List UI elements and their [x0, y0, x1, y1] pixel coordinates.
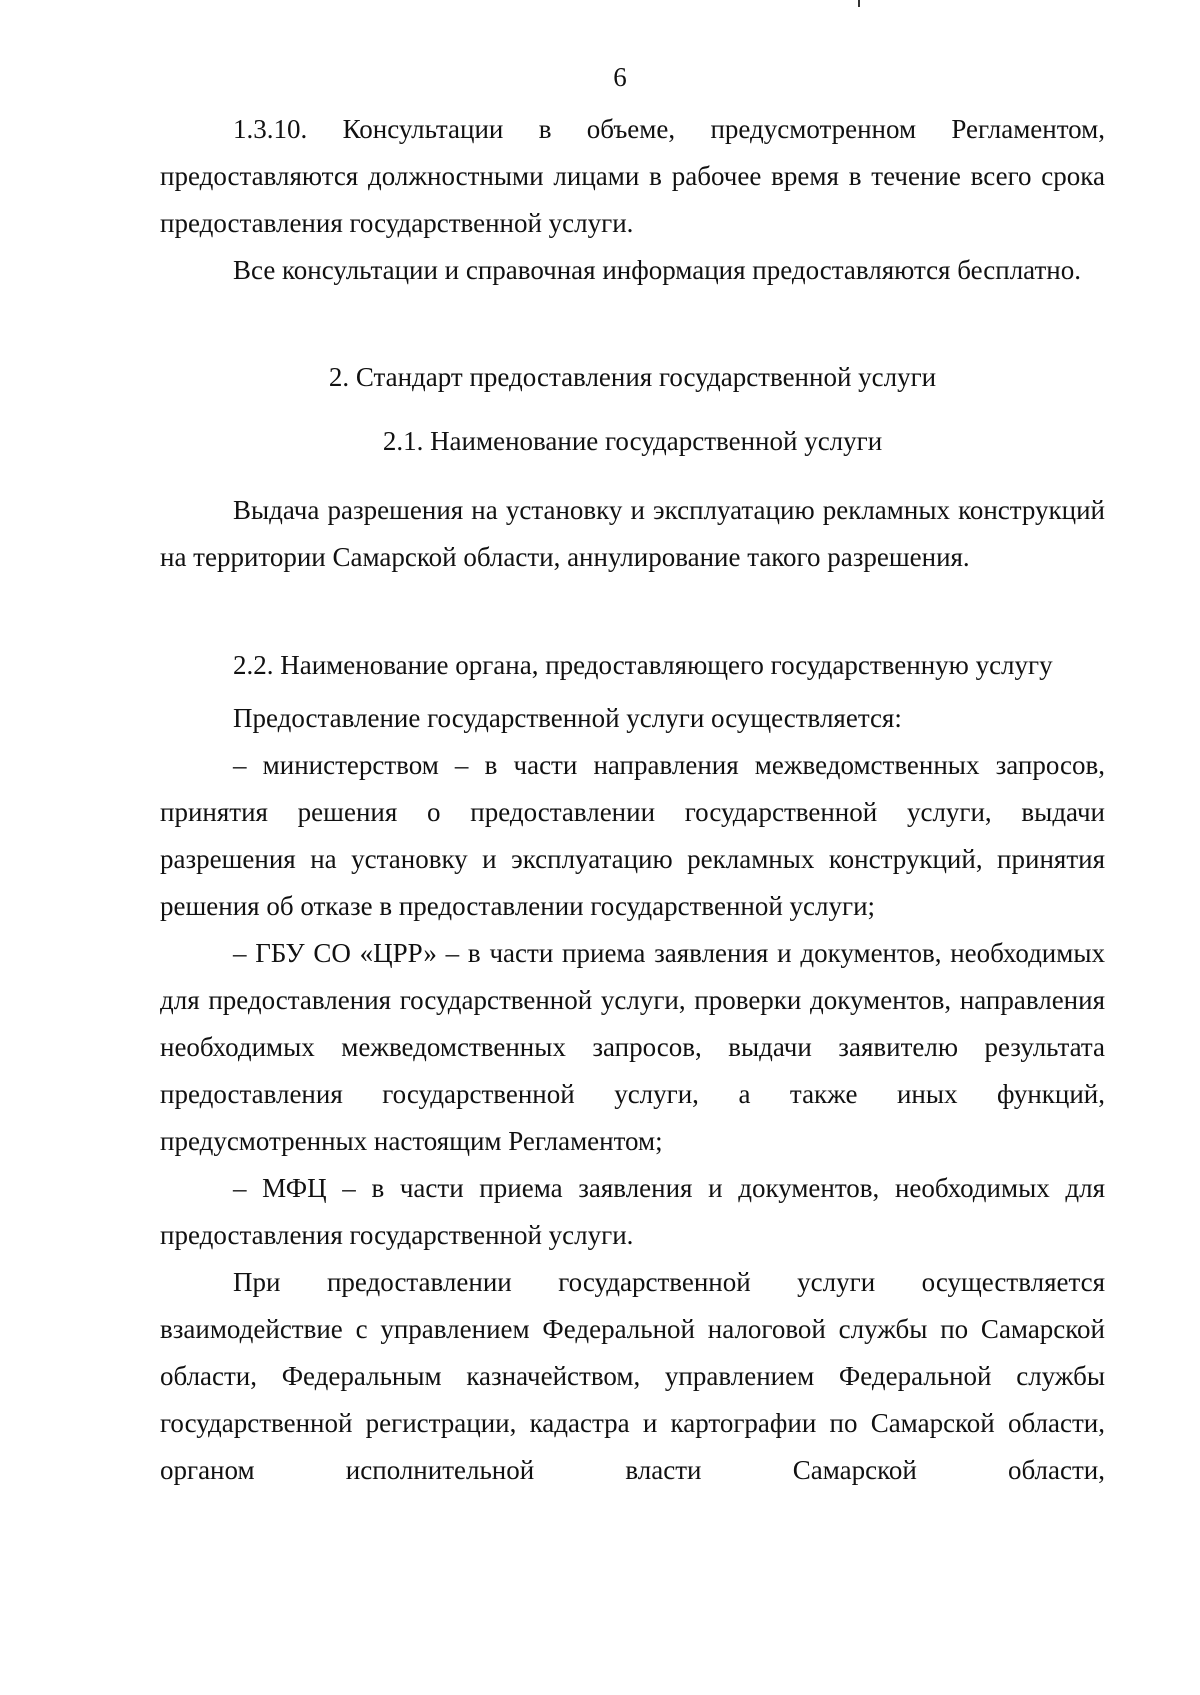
section-2-2-heading: 2.2. Наименование органа, предоставляющего государственную услугу [233, 650, 1053, 680]
paragraph-2-2-intro: Предоставление государственной услуги осуществляется: [233, 703, 902, 733]
paragraph-free-consultations: Все консультации и справочная информация предоставляются бесплатно. [233, 255, 1081, 285]
section-2-2-block [160, 642, 1105, 1494]
list-item-gbu: – ГБУ СО «ЦРР» – в части приема заявления и документов, необходимых для предоставления государственной услуги, проверки документов, направления необходимых межведомственных запросов, выдачи заявителю результата предоставления государственной услуги, а также иных функций, предусмотренных настоящим Регламентом; [160, 938, 1105, 1156]
top-edge-mark [858, 0, 860, 7]
section-2-1-body [160, 487, 1105, 581]
text-block-top [160, 106, 1105, 294]
section-2-1-heading: 2.1. Наименование государственной услуги [382, 426, 883, 456]
paragraph-interaction: При предоставлении государственной услуги осуществляется взаимодействие с управлением Федеральной налоговой службы по Самарской области, Федеральным казначейством, управлением Федеральной службы государственной регистрации, кадастра и картографии по Самарской области, органом исполнительной власти Самарской области, [160, 1267, 1105, 1485]
page-number: 6 [613, 62, 627, 92]
section-2-heading-block [160, 354, 1105, 401]
paragraph-1-3-10: 1.3.10. Консультации в объеме, предусмотренном Регламентом, предоставляются должностными лицами в рабочее время в течение всего срока предоставления государственной услуги. [160, 114, 1105, 238]
section-2-heading: 2. Стандарт предоставления государственной услуги [328, 362, 937, 392]
list-item-ministry: – министерством – в части направления межведомственных запросов, принятия решения о предоставлении государственной услуги, выдачи разрешения на установку и эксплуатацию рекламных конструкций, принятия решения об отказе в предоставлении государственной услуги; [160, 750, 1105, 921]
paragraph-2-1: Выдача разрешения на установку и эксплуатацию рекламных конструкций на территории Самарской области, аннулирование такого разрешения. [160, 495, 1105, 572]
section-2-1-heading-block [160, 418, 1105, 465]
list-item-mfc: – МФЦ – в части приема заявления и документов, необходимых для предоставления государственной услуги. [160, 1173, 1105, 1250]
